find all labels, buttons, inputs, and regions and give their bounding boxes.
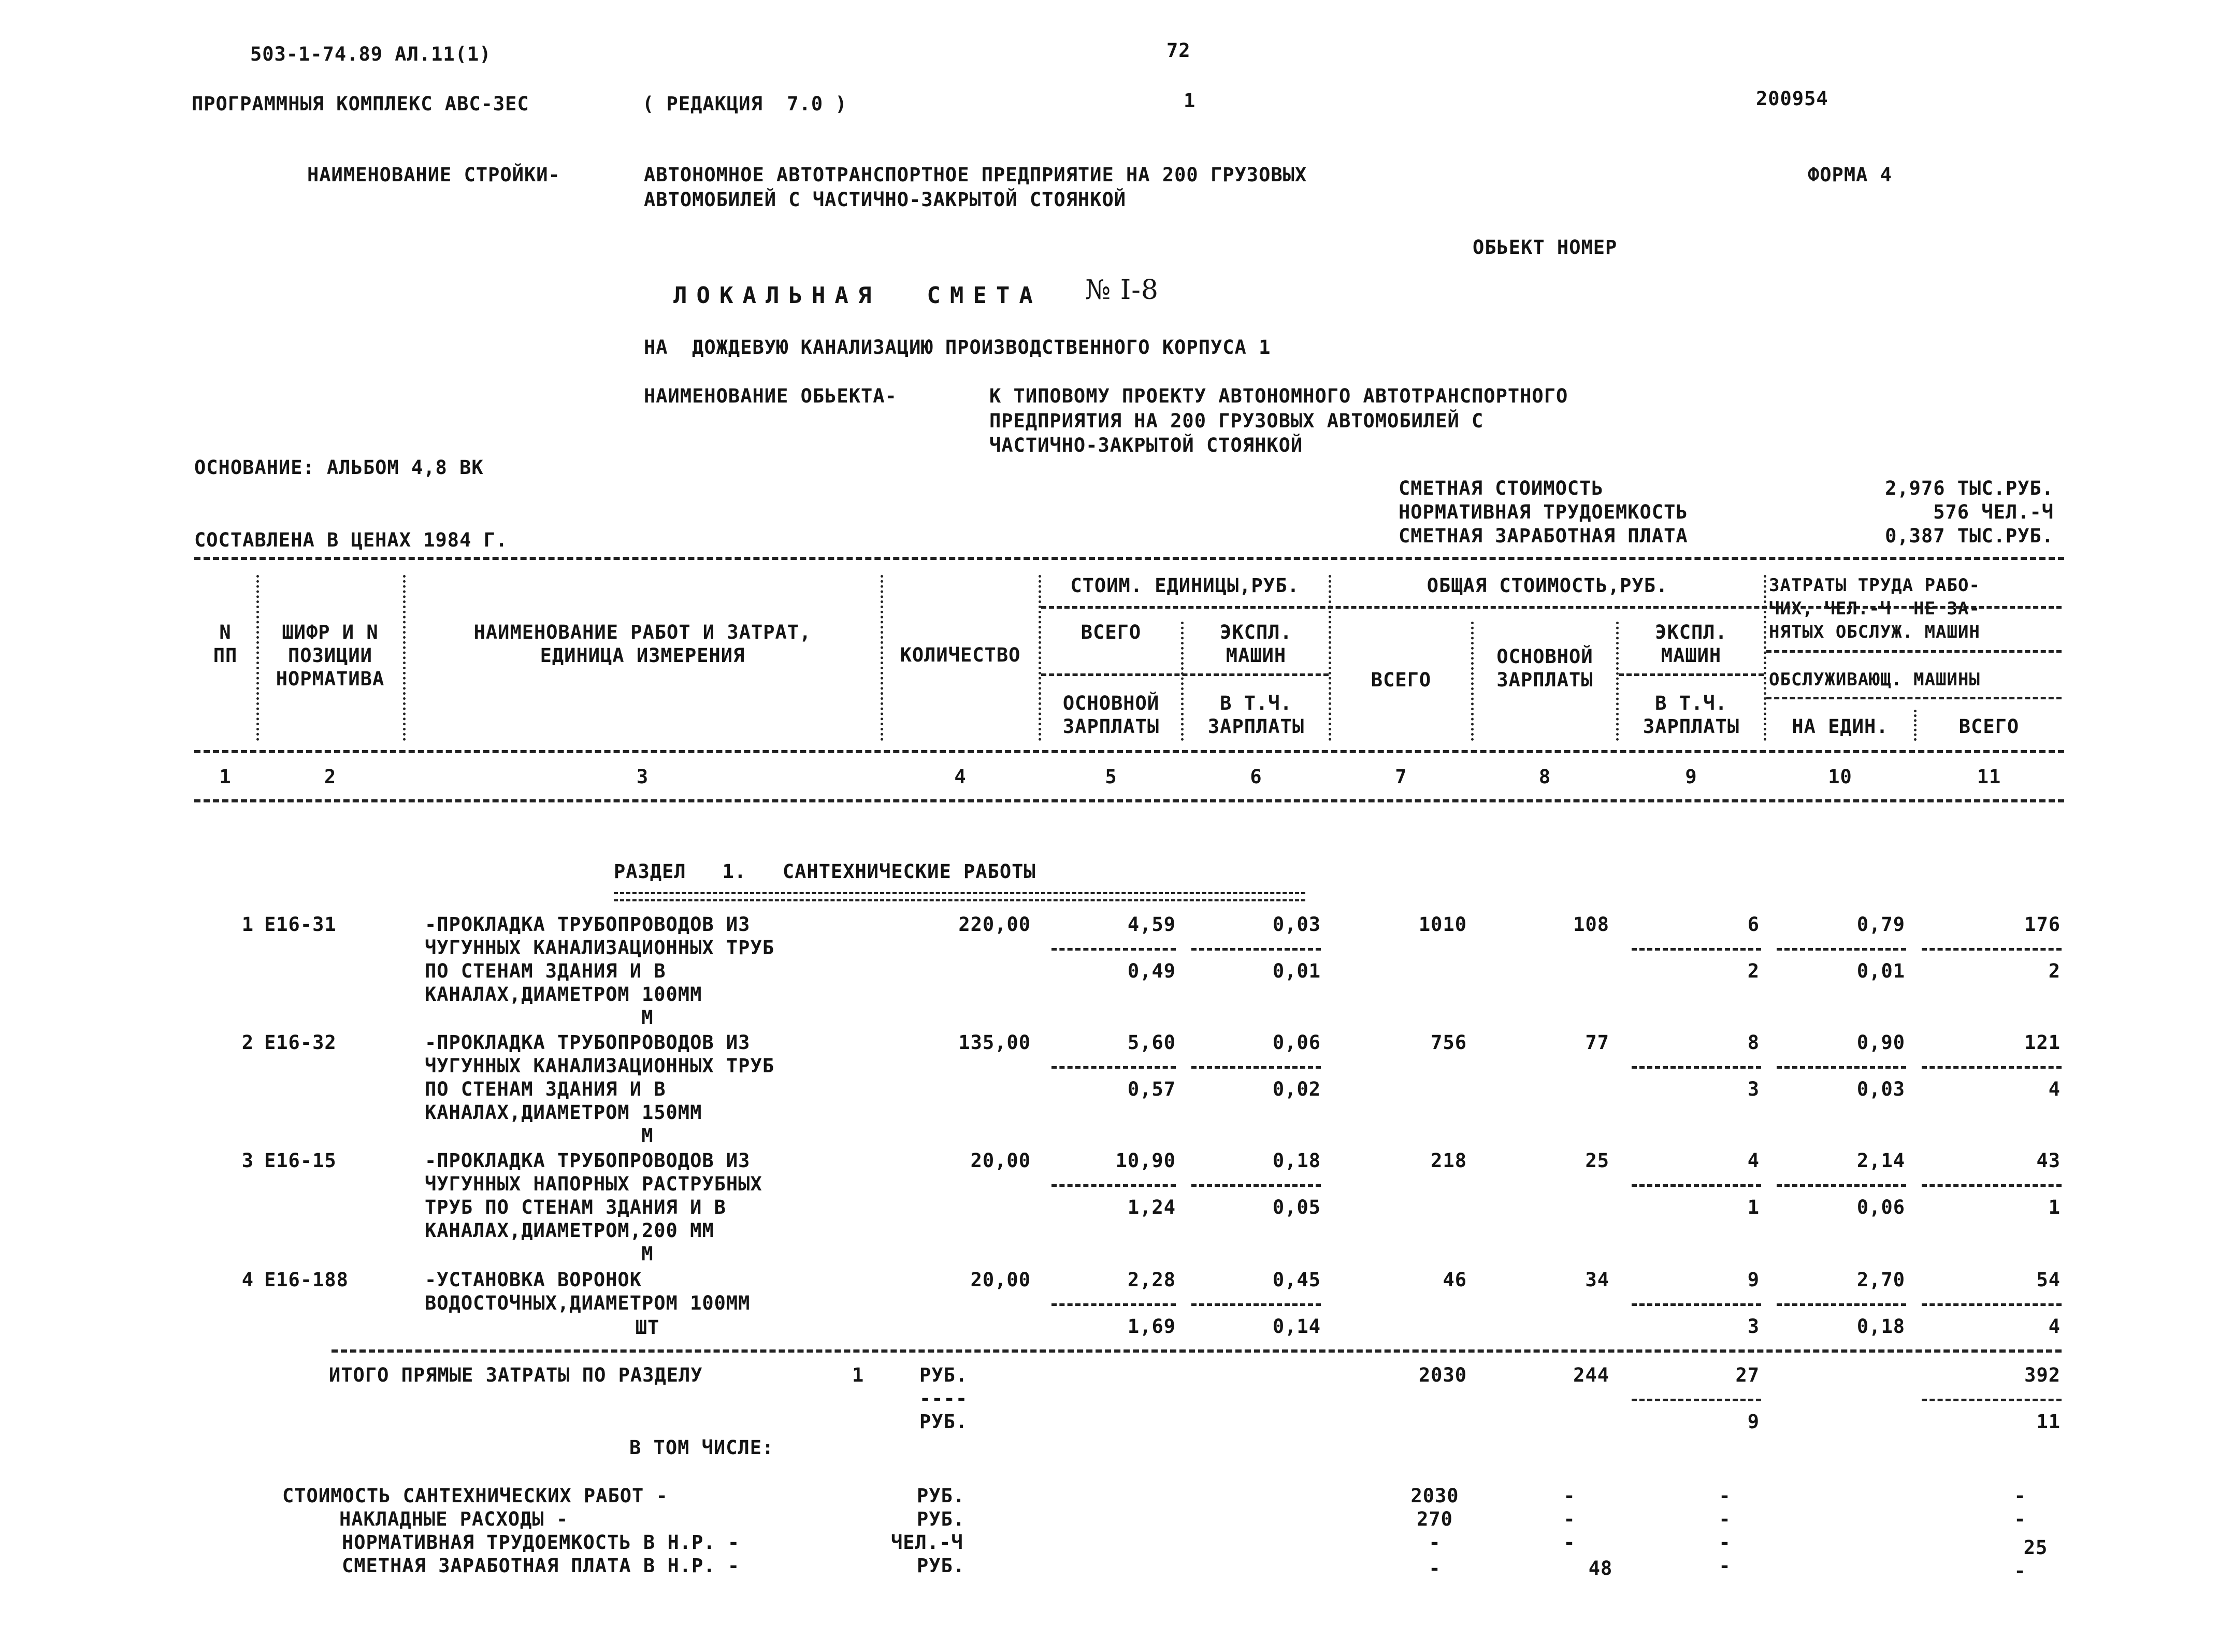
row-total-machines: 6: [1747, 913, 1760, 936]
including-unit: РУБ.: [917, 1508, 966, 1530]
program-name: ПРОГРАММНЫЯ КОМПЛЕКС АВС-3ЕС: [192, 93, 529, 115]
row-quantity: 20,00: [970, 1269, 1031, 1291]
including-labor: 25: [2023, 1536, 2048, 1559]
object-line-1: К ТИПОВОМУ ПРОЕКТУ АВТОНОМНОГО АВТОТРАНСПОРТНОГО: [989, 385, 1568, 407]
totals-machines: 27: [1735, 1364, 1760, 1386]
sheet-number: 1: [1184, 90, 1196, 112]
header-unit-machines: ЭКСПЛ. МАШИН: [1220, 621, 1292, 667]
row-total-machines: 4: [1747, 1150, 1760, 1172]
form-label: ФОРМА 4: [1808, 164, 1892, 186]
row-subrule: [1191, 1066, 1321, 1069]
including-labor: -: [2014, 1508, 2026, 1530]
column-index: 11: [1977, 766, 2001, 788]
totals-rule: [332, 1349, 2062, 1353]
including-label: НОРМАТИВНАЯ ТРУДОЕМКОСТЬ В Н.Р. -: [342, 1531, 740, 1554]
column-index: 8: [1538, 766, 1551, 788]
header-bottom-rule: [194, 750, 2064, 753]
including-labor: -: [2014, 1485, 2026, 1507]
row-subrule: [1922, 1303, 2062, 1306]
row-unit: М: [641, 1007, 654, 1029]
row-code: Е16-15: [264, 1150, 337, 1172]
section-title: РАЗДЕЛ 1. САНТЕХНИЧЕСКИЕ РАБОТЫ: [614, 860, 1036, 883]
row-labor-mach-unit: 0,18: [1856, 1315, 1905, 1338]
header-unit-total: ВСЕГО: [1081, 621, 1142, 643]
including-wage: -: [1563, 1508, 1576, 1530]
row-unit-machines: 0,45: [1272, 1269, 1321, 1291]
including-label: СТОИМОСТЬ САНТЕХНИЧЕСКИХ РАБОТ -: [282, 1485, 668, 1507]
header-total-machines: ЭКСПЛ. МАШИН: [1655, 621, 1727, 667]
row-number: 3: [241, 1150, 254, 1172]
row-total-wage: 34: [1585, 1269, 1609, 1291]
row-unit-incl-wage: 0,05: [1272, 1196, 1321, 1218]
edition: ( РЕДАКЦИЯ 7.0 ): [642, 93, 847, 115]
including-labor: -: [2014, 1560, 2026, 1582]
including-unit: ЧЕЛ.-Ч: [891, 1531, 963, 1554]
including-machines: -: [1719, 1555, 1731, 1577]
row-number: 2: [241, 1031, 254, 1054]
row-subrule: [1191, 1184, 1321, 1187]
row-total-wage: 77: [1585, 1031, 1609, 1054]
row-subrule: [1922, 1184, 2062, 1187]
estimate-subject: НА ДОЖДЕВУЮ КАНАЛИЗАЦИЮ ПРОИЗВОДСТВЕННОГО КОРПУСА 1: [644, 336, 1271, 358]
row-total-incl-wage: 3: [1747, 1315, 1760, 1338]
row-subrule: [1632, 1066, 1761, 1069]
row-labor-unit: 0,79: [1856, 913, 1905, 936]
estimate-title: ЛОКАЛЬНАЯ СМЕТА: [673, 282, 1042, 309]
header-col-number: N ПП: [213, 621, 238, 667]
row-total-incl-wage: 3: [1747, 1078, 1760, 1100]
row-subrule: [1051, 1303, 1176, 1306]
row-labor-mach-total: 4: [2048, 1078, 2061, 1100]
row-unit-wage: 1,24: [1127, 1196, 1176, 1218]
totals-unit-divider: ----: [919, 1387, 968, 1410]
including-machines: -: [1719, 1508, 1731, 1530]
row-code: Е16-188: [264, 1269, 349, 1291]
row-total-machines: 8: [1747, 1031, 1760, 1054]
row-labor-total: 121: [2024, 1031, 2061, 1054]
totals-total: 2030: [1418, 1364, 1467, 1386]
row-code: Е16-32: [264, 1031, 337, 1054]
row-unit-machines: 0,06: [1272, 1031, 1321, 1054]
row-subrule: [1632, 948, 1761, 951]
summary-value-wage: 0,387 ТЫС.РУБ.: [1885, 525, 2054, 547]
column-index: 2: [324, 766, 337, 788]
row-labor-unit: 0,90: [1856, 1031, 1905, 1054]
row-subrule: [1051, 948, 1176, 951]
row-subrule: [1191, 1303, 1321, 1306]
row-labor-mach-unit: 0,06: [1856, 1196, 1905, 1218]
header-total-all: ВСЕГО: [1371, 669, 1432, 691]
summary-value-labor: 576 ЧЕЛ.-Ч: [1933, 501, 2054, 523]
row-labor-total: 54: [2036, 1269, 2061, 1291]
row-unit-incl-wage: 0,01: [1272, 960, 1321, 982]
header-unit-wage: ОСНОВНОЙ ЗАРПЛАТЫ: [1062, 692, 1160, 738]
row-unit: ШТ: [635, 1316, 660, 1339]
including-machines: -: [1719, 1531, 1731, 1554]
row-subrule: [1922, 1066, 2062, 1069]
row-total: 46: [1443, 1269, 1467, 1291]
header-col-quantity: КОЛИЧЕСТВО: [900, 644, 1021, 666]
header-total-wage: ОСНОВНОЙ ЗАРПЛАТЫ: [1496, 645, 1593, 691]
row-subrule: [1191, 948, 1321, 951]
construction-line-2: АВТОМОБИЛЕЙ С ЧАСТИЧНО-ЗАКРЫТОЙ СТОЯНКОЙ: [644, 189, 1127, 211]
row-total-incl-wage: 2: [1747, 960, 1760, 982]
page-number: 72: [1166, 39, 1191, 62]
including-unit: РУБ.: [917, 1485, 966, 1507]
row-subrule: [1777, 948, 1906, 951]
including-title: В ТОМ ЧИСЛЕ:: [629, 1436, 774, 1459]
column-index: 10: [1828, 766, 1852, 788]
including-total: -: [1429, 1531, 1441, 1554]
object-label: НАИМЕНОВАНИЕ ОБЬЕКТА-: [644, 385, 897, 407]
row-unit-incl-wage: 0,02: [1272, 1078, 1321, 1100]
totals-wage: 244: [1573, 1364, 1609, 1386]
prices-basis: СОСТАВЛЕНА В ЦЕНАХ 1984 Г.: [194, 529, 508, 551]
column-index: 3: [636, 766, 649, 788]
row-total: 218: [1431, 1150, 1467, 1172]
column-index-rule: [194, 799, 2064, 802]
header-subrule: [1619, 673, 1764, 676]
column-index: 6: [1250, 766, 1262, 788]
row-unit-total: 10,90: [1115, 1150, 1176, 1172]
header-subrule: [1766, 697, 2062, 699]
row-unit-wage: 0,57: [1127, 1078, 1176, 1100]
row-subrule: [1777, 1066, 1906, 1069]
row-subrule: [1777, 1184, 1906, 1187]
totals-section-number: 1: [852, 1364, 865, 1386]
document-code: 503-1-74.89 АЛ.11(1): [250, 43, 492, 65]
row-number: 4: [241, 1269, 254, 1291]
column-index: 4: [954, 766, 967, 788]
header-unit-cost: СТОИМ. ЕДИНИЦЫ,РУБ.: [1070, 574, 1300, 597]
including-machines: -: [1719, 1485, 1731, 1507]
column-index: 5: [1105, 766, 1117, 788]
including-label: НАКЛАДНЫЕ РАСХОДЫ -: [339, 1508, 569, 1530]
row-name: -ПРОКЛАДКА ТРУБОПРОВОДОВ ИЗ ЧУГУННЫХ КАНАЛИЗАЦИОННЫХ ТРУБ ПО СТЕНАМ ЗДАНИЯ И В КАНАЛАХ,ДИАМЕТРОМ 150ММ: [425, 1031, 775, 1124]
header-labor: ЗАТРАТЫ ТРУДА РАБО- ЧИХ, ЧЕЛ.-Ч НЕ ЗА- НЯТЫХ ОБСЛУЖ. МАШИН: [1769, 575, 1980, 642]
row-unit-wage: 0,49: [1127, 960, 1176, 982]
row-unit-wage: 1,69: [1127, 1315, 1176, 1338]
row-labor-mach-total: 4: [2048, 1315, 2061, 1338]
row-unit-incl-wage: 0,14: [1272, 1315, 1321, 1338]
row-quantity: 20,00: [970, 1150, 1031, 1172]
header-col-name: НАИМЕНОВАНИЕ РАБОТ И ЗАТРАТ, ЕДИНИЦА ИЗМЕРЕНИЯ: [473, 621, 812, 667]
including-wage: -: [1563, 1485, 1576, 1507]
summary-label-cost: СМЕТНАЯ СТОИМОСТЬ: [1399, 477, 1604, 499]
header-labor-machines: ОБСЛУЖИВАЮЩ. МАШИНЫ: [1769, 669, 1980, 690]
row-name: -ПРОКЛАДКА ТРУБОПРОВОДОВ ИЗ ЧУГУННЫХ КАНАЛИЗАЦИОННЫХ ТРУБ ПО СТЕНАМ ЗДАНИЯ И В КАНАЛАХ,ДИАМЕТРОМ 100ММ: [425, 913, 775, 1005]
row-unit-machines: 0,18: [1272, 1150, 1321, 1172]
code-number: 200954: [1756, 88, 1828, 110]
including-unit: РУБ.: [917, 1555, 966, 1577]
header-labor-unit: НА ЕДИН.: [1792, 715, 1889, 738]
totals-unit-wage: РУБ.: [919, 1411, 968, 1433]
row-unit: М: [641, 1243, 654, 1265]
row-labor-mach-total: 2: [2048, 960, 2061, 982]
object-number-label: ОБЬЕКТ НОМЕР: [1473, 236, 1618, 258]
construction-label: НАИМЕНОВАНИЕ СТРОЙКИ-: [307, 164, 560, 186]
basis: ОСНОВАНИЕ: АЛЬБОМ 4,8 ВК: [194, 456, 484, 479]
totals-labor: 392: [2024, 1364, 2061, 1386]
column-index: 1: [219, 766, 232, 788]
section-underline: [614, 892, 1305, 901]
header-total-incl-wage: В Т.Ч. ЗАРПЛАТЫ: [1643, 692, 1740, 738]
including-label: СМЕТНАЯ ЗАРАБОТНАЯ ПЛАТА В Н.Р. -: [342, 1555, 740, 1577]
row-subrule: [1922, 948, 2062, 951]
row-quantity: 220,00: [958, 913, 1031, 936]
including-total: 2030: [1410, 1485, 1459, 1507]
including-total: 270: [1417, 1508, 1453, 1530]
row-labor-total: 43: [2036, 1150, 2061, 1172]
column-divider: [1329, 575, 1331, 741]
object-line-2: ПРЕДПРИЯТИЯ НА 200 ГРУЗОВЫХ АВТОМОБИЛЕЙ С: [989, 410, 1484, 432]
row-total-wage: 25: [1585, 1150, 1609, 1172]
row-unit-total: 2,28: [1127, 1269, 1176, 1291]
including-wage: 48: [1588, 1557, 1613, 1579]
header-labor-total: ВСЕГО: [1958, 715, 2020, 738]
header-col-code: ШИФР И N ПОЗИЦИИ НОРМАТИВА: [276, 621, 385, 690]
row-total-wage: 108: [1573, 913, 1609, 936]
including-total: -: [1429, 1557, 1441, 1579]
row-subrule: [1632, 1303, 1761, 1306]
totals-machines-wage: 9: [1747, 1411, 1760, 1433]
row-name: -УСТАНОВКА ВОРОНОК ВОДОСТОЧНЫХ,ДИАМЕТРОМ 100ММ: [425, 1269, 751, 1314]
row-total-incl-wage: 1: [1747, 1196, 1760, 1218]
row-total-machines: 9: [1747, 1269, 1760, 1291]
row-total: 1010: [1418, 913, 1467, 936]
summary-label-labor: НОРМАТИВНАЯ ТРУДОЕМКОСТЬ: [1399, 501, 1688, 523]
object-line-3: ЧАСТИЧНО-ЗАКРЫТОЙ СТОЯНКОЙ: [989, 434, 1303, 456]
summary-value-cost: 2,976 ТЫС.РУБ.: [1885, 477, 2054, 499]
totals-subrule: [1632, 1399, 1761, 1401]
row-labor-total: 176: [2024, 913, 2061, 936]
table-top-rule: [194, 557, 2064, 560]
row-unit-total: 4,59: [1127, 913, 1176, 936]
estimate-number: № I-8: [1085, 275, 1159, 306]
column-index: 7: [1395, 766, 1407, 788]
row-labor-mach-unit: 0,01: [1856, 960, 1905, 982]
including-wage: -: [1563, 1531, 1576, 1554]
row-labor-unit: 2,14: [1856, 1150, 1905, 1172]
row-subrule: [1051, 1184, 1176, 1187]
header-unit-incl-wage: В Т.Ч. ЗАРПЛАТЫ: [1207, 692, 1305, 738]
row-quantity: 135,00: [958, 1031, 1031, 1054]
row-subrule: [1051, 1066, 1176, 1069]
totals-label: ИТОГО ПРЯМЫЕ ЗАТРАТЫ ПО РАЗДЕЛУ: [329, 1364, 703, 1386]
row-labor-unit: 2,70: [1856, 1269, 1905, 1291]
header-total-cost: ОБЩАЯ СТОИМОСТЬ,РУБ.: [1427, 574, 1668, 597]
row-unit-total: 5,60: [1127, 1031, 1176, 1054]
row-subrule: [1632, 1184, 1761, 1187]
column-index: 9: [1685, 766, 1697, 788]
row-unit-machines: 0,03: [1272, 913, 1321, 936]
row-unit: М: [641, 1125, 654, 1147]
row-code: Е16-31: [264, 913, 337, 936]
header-subrule: [1766, 650, 2062, 653]
row-labor-mach-total: 1: [2048, 1196, 2061, 1218]
row-total: 756: [1431, 1031, 1467, 1054]
construction-line-1: АВТОНОМНОЕ АВТОТРАНСПОРТНОЕ ПРЕДПРИЯТИЕ НА 200 ГРУЗОВЫХ: [644, 164, 1307, 186]
totals-unit: РУБ.: [919, 1364, 968, 1386]
row-labor-mach-unit: 0,03: [1856, 1078, 1905, 1100]
row-subrule: [1777, 1303, 1906, 1306]
totals-labor-machines: 11: [2036, 1411, 2061, 1433]
header-subrule: [1041, 673, 1329, 676]
row-number: 1: [241, 913, 254, 936]
summary-label-wage: СМЕТНАЯ ЗАРАБОТНАЯ ПЛАТА: [1399, 525, 1688, 547]
row-name: -ПРОКЛАДКА ТРУБОПРОВОДОВ ИЗ ЧУГУННЫХ НАПОРНЫХ РАСТРУБНЫХ ТРУБ ПО СТЕНАМ ЗДАНИЯ И В КАНАЛАХ,ДИАМЕТРОМ,200 ММ: [425, 1150, 762, 1242]
totals-subrule: [1922, 1399, 2062, 1401]
